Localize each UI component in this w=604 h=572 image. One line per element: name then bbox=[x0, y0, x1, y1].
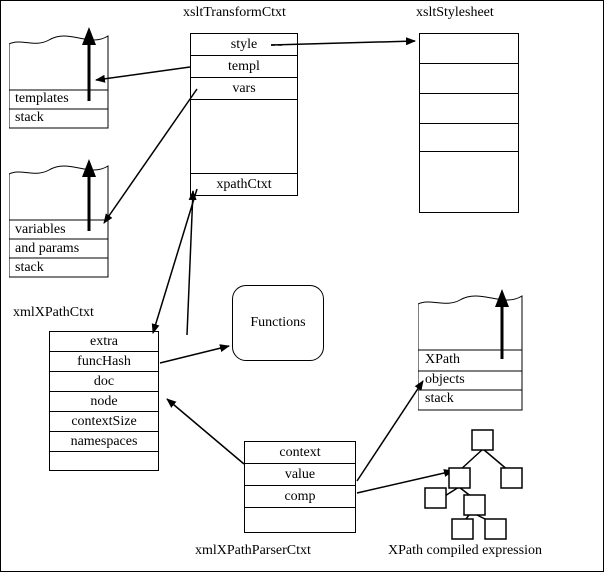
compiled-expression-tree bbox=[425, 430, 522, 539]
transform-ctxt-field-templ: templ bbox=[228, 58, 260, 74]
xpath-ctxt-field-contextsize: contextSize bbox=[71, 413, 137, 429]
templates-stack-label-2: stack bbox=[15, 110, 44, 125]
functions-box bbox=[232, 285, 324, 361]
xpath-ctxt-row-node bbox=[50, 392, 158, 412]
parser-ctxt-row-value bbox=[245, 464, 355, 486]
parser-ctxt-row-context bbox=[245, 442, 355, 464]
arrow-context-to-xpathctxt bbox=[167, 399, 244, 464]
arrow-xpathctxt-up bbox=[187, 191, 193, 335]
parser-ctxt-field-context: context bbox=[279, 444, 321, 460]
xml-xpath-ctxt-label: xmlXPathCtxt bbox=[13, 305, 94, 320]
arrow-funchash-to-functions bbox=[160, 346, 229, 363]
transform-ctxt-row-style bbox=[191, 34, 297, 56]
transform-ctxt-row-xpathctxt bbox=[191, 174, 297, 195]
xpath-compiled-expression-label: XPath compiled expression bbox=[388, 543, 542, 558]
transform-ctxt-row-gap bbox=[191, 100, 297, 174]
xpath-ctxt-field-funchash: funcHash bbox=[77, 353, 131, 369]
xml-xpath-parser-ctxt-label: xmlXPathParserCtxt bbox=[195, 543, 311, 558]
stylesheet-row-5 bbox=[420, 152, 518, 212]
stylesheet-row-3 bbox=[420, 94, 518, 124]
transform-ctxt-row-vars bbox=[191, 78, 297, 100]
parser-ctxt-field-value: value bbox=[284, 466, 316, 482]
xpath-objects-label-2: objects bbox=[425, 372, 465, 387]
transform-ctxt-field-vars: vars bbox=[232, 80, 256, 96]
variables-stack-label-1: variables bbox=[15, 222, 66, 237]
functions-label: Functions bbox=[250, 315, 306, 330]
templates-stack-label-1: templates bbox=[15, 91, 69, 106]
xpath-ctxt-row-extra bbox=[50, 332, 158, 352]
xslt-transform-ctxt-box bbox=[190, 33, 298, 196]
transform-ctxt-row-templ bbox=[191, 56, 297, 78]
xpath-ctxt-row-funchash bbox=[50, 352, 158, 372]
variables-stack-label-3: stack bbox=[15, 260, 44, 275]
transform-ctxt-field-style: style bbox=[230, 36, 258, 52]
xpath-ctxt-row-namespaces bbox=[50, 432, 158, 452]
xslt-stylesheet-box bbox=[419, 33, 519, 213]
xml-xpath-ctxt-box bbox=[49, 331, 159, 471]
xpath-objects-label-3: stack bbox=[425, 391, 454, 406]
arrow-vars-to-variables bbox=[104, 89, 197, 223]
stylesheet-row-4 bbox=[420, 124, 518, 152]
parser-ctxt-field-comp: comp bbox=[284, 488, 316, 504]
parser-ctxt-row-comp bbox=[245, 486, 355, 508]
xslt-stylesheet-label: xsltStylesheet bbox=[416, 5, 494, 20]
xpath-ctxt-field-node: node bbox=[90, 393, 118, 409]
arrow-xpathctxt-down bbox=[153, 189, 197, 333]
xpath-objects-label-1: XPath bbox=[425, 352, 460, 367]
stylesheet-row-1 bbox=[420, 34, 518, 64]
xpath-ctxt-row-empty bbox=[50, 452, 158, 470]
arrow-value-to-xpath-objects bbox=[357, 381, 423, 481]
stylesheet-row-2 bbox=[420, 64, 518, 94]
xpath-ctxt-field-extra: extra bbox=[90, 333, 118, 349]
xslt-transform-ctxt-label: xsltTransformCtxt bbox=[183, 5, 286, 20]
arrow-templ-to-templates bbox=[96, 67, 190, 80]
parser-ctxt-row-empty bbox=[245, 508, 355, 532]
variables-stack-label-2: and params bbox=[15, 241, 80, 256]
xpath-ctxt-field-namespaces: namespaces bbox=[70, 433, 138, 449]
xpath-ctxt-row-doc bbox=[50, 372, 158, 392]
xpath-ctxt-row-contextsize bbox=[50, 412, 158, 432]
transform-ctxt-field-xpathctxt: xpathCtxt bbox=[216, 176, 272, 192]
arrow-comp-to-compiled-expression bbox=[357, 471, 453, 493]
xml-xpath-parser-ctxt-box bbox=[244, 441, 356, 533]
xpath-ctxt-field-doc: doc bbox=[93, 373, 115, 389]
